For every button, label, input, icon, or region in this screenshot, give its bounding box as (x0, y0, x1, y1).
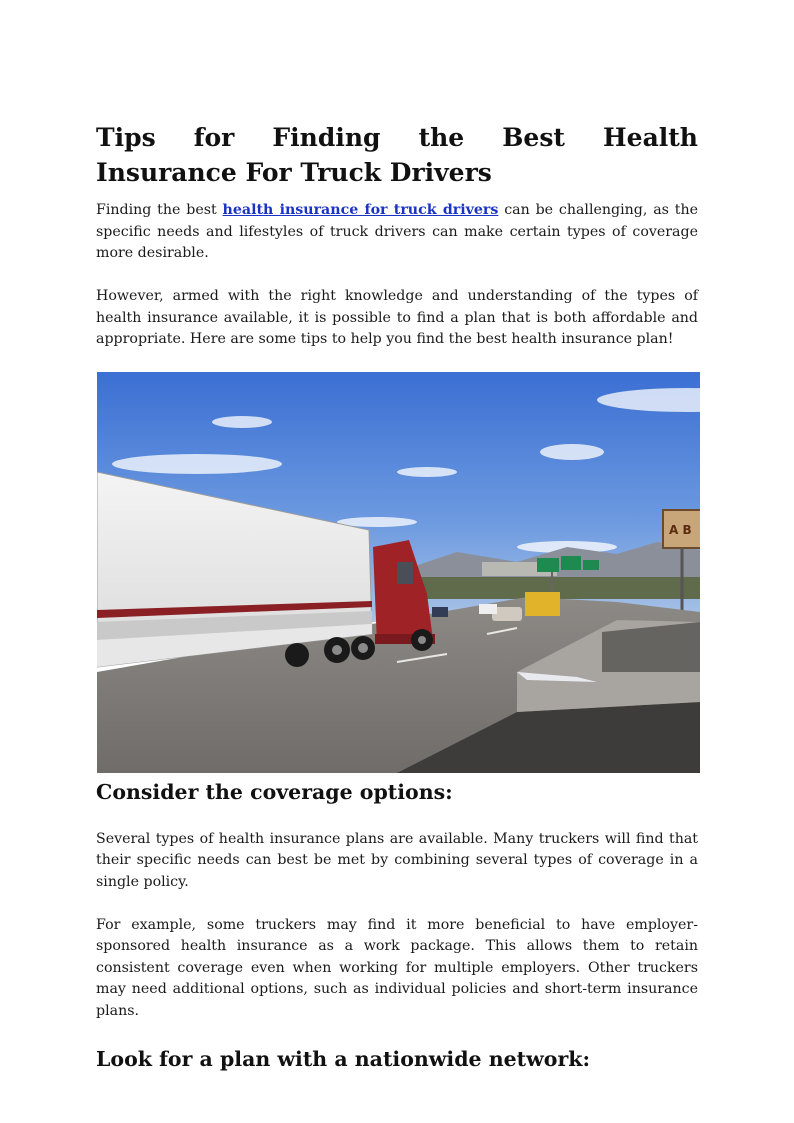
truck-highway-photo (97, 372, 700, 773)
section-heading-network: Look for a plan with a nationwide network: (96, 1046, 591, 1071)
section-heading-coverage: Consider the coverage options: (96, 779, 453, 804)
document-page (96, 120, 698, 1074)
intro-text-before: Finding the best (96, 202, 223, 218)
health-insurance-link[interactable]: health insurance for truck drivers (222, 202, 499, 218)
intro-text-after: can be challenging, as the specific needs and lifestyles of truck drivers can make certain types of coverage more desirable. (96, 202, 698, 261)
coverage-paragraph-1: Several types of health insurance plans are available. Many truckers will find that their specific needs can best be met by combining several types of coverage in a single policy. (96, 830, 698, 890)
paragraph-knowledge: However, armed with the right knowledge and understanding of the types of health insurance available, it is possible to find a plan that is both affordable and appropriate. Here are some tips to help you find the best health insurance plan! (96, 288, 698, 347)
coverage-paragraph-2: For example, some truckers may find it more beneficial to have employer-sponsored health insurance as a work package. This allows them to retain consistent coverage even when working for multiple employers. Other truckers may need additional options, such as individual policies and short-term insurance plans. (96, 916, 698, 1019)
billboard-text: A B (669, 522, 692, 537)
intro-paragraph (96, 200, 698, 265)
page-title: Tips for Finding the Best Health Insurance For Truck Drivers (96, 123, 698, 187)
